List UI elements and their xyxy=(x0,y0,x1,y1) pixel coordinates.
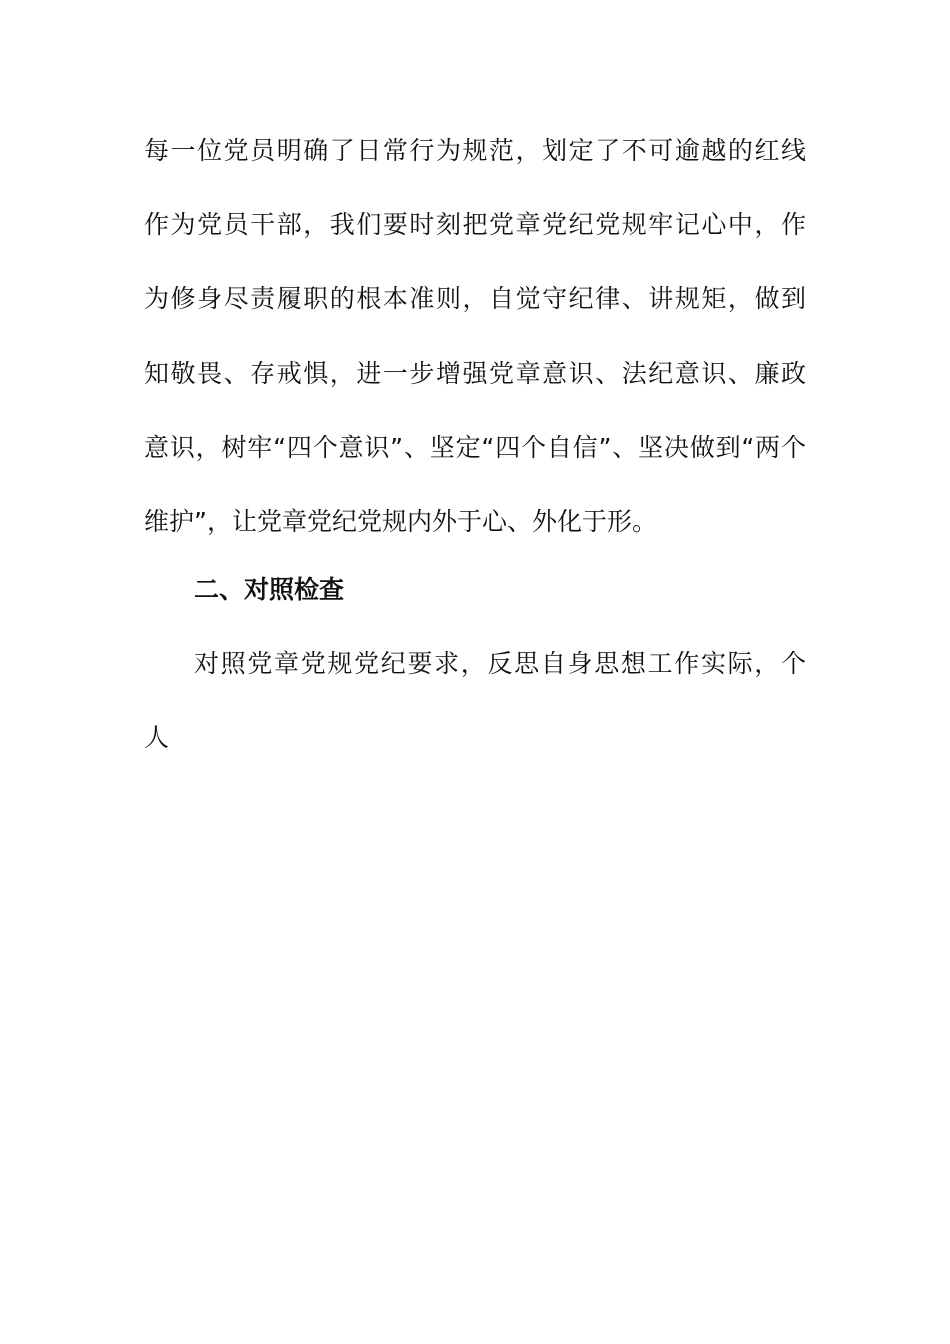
paragraph-line: 每一位党员明确了日常行为规范，划定了不可逾越的红线 xyxy=(144,136,806,165)
document-body xyxy=(144,124,806,786)
paragraph-line: 人 xyxy=(144,723,170,753)
paragraph-line: 对照党章党规党纪要求，反思自身思想工作实际，个 xyxy=(194,649,806,679)
paragraph-line: 作为党员干部，我们要时刻把党章党纪党规牢记心中，作 xyxy=(144,210,806,240)
paragraph-line: 维护”，让党章党纪党规内外于心、外化于形。 xyxy=(144,506,657,536)
paragraph-line: 意识，树牢“四个意识”、坚定“四个自信”、坚决做到“两个 xyxy=(144,432,806,462)
paragraph-line: 为修身尽责履职的根本准则，自觉守纪律、讲规矩，做到 xyxy=(144,284,806,314)
paragraph-line: 知敬畏、存戒惧，进一步增强党章意识、法纪意识、廉政 xyxy=(144,358,806,388)
section-heading: 二、对照检查 xyxy=(194,575,345,605)
